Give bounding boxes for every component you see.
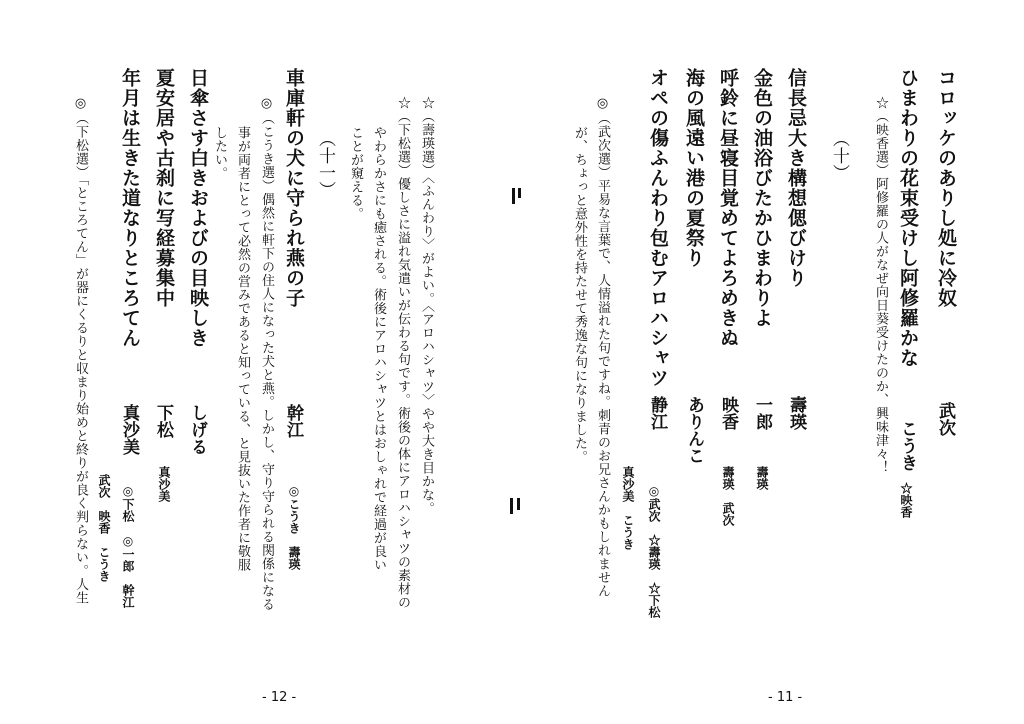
comment-kouki-3: したい。 [212, 126, 227, 180]
author-kouki: こうき [897, 420, 917, 471]
section-eleven: （十一） [315, 130, 335, 198]
author-mikie: 幹江 [283, 404, 303, 438]
comment-kouki-2: 事が両者にとって必然の営みであると知っている、と見抜いた作者に敬服 [235, 126, 250, 572]
comment-kudamatsu-tokoroten: ◎（下松選）「ところてん」が器にくるりと収まり始めと終りが良く判らない。人生 [73, 96, 88, 605]
author-eika: 映香 [718, 396, 738, 430]
haiku-geango: 夏安居や古刹に写経募集中 [153, 68, 175, 308]
votes-shizue-b: 真沙美 こうき [621, 466, 635, 550]
fold-mark-bottom-2 [517, 498, 520, 510]
haiku-ope-no-kizu: オペの傷ふんわり包むアロハシャツ [647, 68, 669, 388]
votes-mikie: ◎こうき 壽瑛 [287, 484, 301, 570]
page-number-12: - 12 - [262, 690, 297, 705]
votes-eika: ☆映香 [899, 482, 913, 518]
section-ten: （十） [829, 130, 849, 181]
page-number-11: - 11 - [768, 690, 803, 705]
author-juei: 壽瑛 [786, 396, 806, 430]
votes-shizue-a: ◎武次 ☆壽瑛 ☆下松 [647, 484, 661, 618]
fold-mark-top-2 [518, 188, 521, 198]
haiku-umi-no-kaze: 海の風遠い港の夏祭り [683, 68, 705, 268]
comment-kudamatsu: ☆（下松選）優しさに溢れ気遣いが伝わる句です。術後の体にアロハシャツの素材の [395, 96, 410, 609]
author-ichiro: 一郎 [752, 396, 772, 430]
haiku-yobirin: 呼鈴に昼寝目覚めてよろめきぬ [717, 68, 739, 348]
haiku-nobunaga: 信長忌大き構想偲びけり [785, 68, 807, 288]
haiku-kinshoku: 金色の油浴びたかひまわりよ [751, 68, 773, 328]
votes-ichiro: 壽瑛 [755, 466, 769, 490]
author-kudamatsu: 下松 [153, 404, 173, 438]
haiku-higasa: 日傘さす白きおよびの目映しき [187, 68, 209, 348]
votes-masami-b: 武次 映香 こうき [97, 474, 111, 582]
haiku-toshitsuki: 年月は生きた道なりところてん [119, 68, 141, 348]
comment-takeji: ◎（武次選）平易な言葉で、人情溢れた句ですね。刺青のお兄さんかもしれません [595, 96, 610, 598]
comment-kudamatsu-2: やわらかさにも癒される。術後にアロハシャツとはおしゃれで経過が良い [371, 126, 386, 572]
votes-masami-a: ◎下松 ◎一郎 幹江 [121, 484, 135, 608]
author-shigeru: しげる [187, 404, 207, 455]
haiku-korokke: コロッケのありし処に冷奴 [935, 68, 957, 308]
haiku-himawari-hanataba: ひまわりの花束受けし阿修羅かな [897, 68, 919, 368]
comment-takeji-cont: が、ちょっと意外性を持たせて秀逸な句になりました。 [572, 126, 587, 464]
author-shizue: 静江 [647, 396, 667, 430]
votes-kudamatsu: 真沙美 [157, 466, 171, 502]
author-arinko: ありんこ [684, 396, 704, 464]
fold-mark-top [512, 188, 515, 204]
comment-kudamatsu-3: ことが窺える。 [348, 126, 363, 221]
comment-kouki: ◎（こうき選）偶然に軒下の住人になった犬と燕。しかし、守り守られる関係になる [259, 96, 274, 611]
comment-juei: ☆（壽瑛選）〈ふんわり〉がよい。〈アロハシャツ〉やや大き目かな。 [419, 96, 434, 515]
fold-mark-bottom [510, 498, 513, 514]
author-masami: 真沙美 [119, 404, 139, 455]
haiku-shako: 車庫軒の犬に守られ燕の子 [283, 68, 305, 308]
author-takeji: 武次 [935, 402, 955, 436]
comment-eika: ☆（映香選）阿修羅の人がなぜ向日葵受けたのか、興味津々！ [873, 96, 888, 474]
votes-eika-line: 壽瑛 武次 [721, 466, 735, 526]
